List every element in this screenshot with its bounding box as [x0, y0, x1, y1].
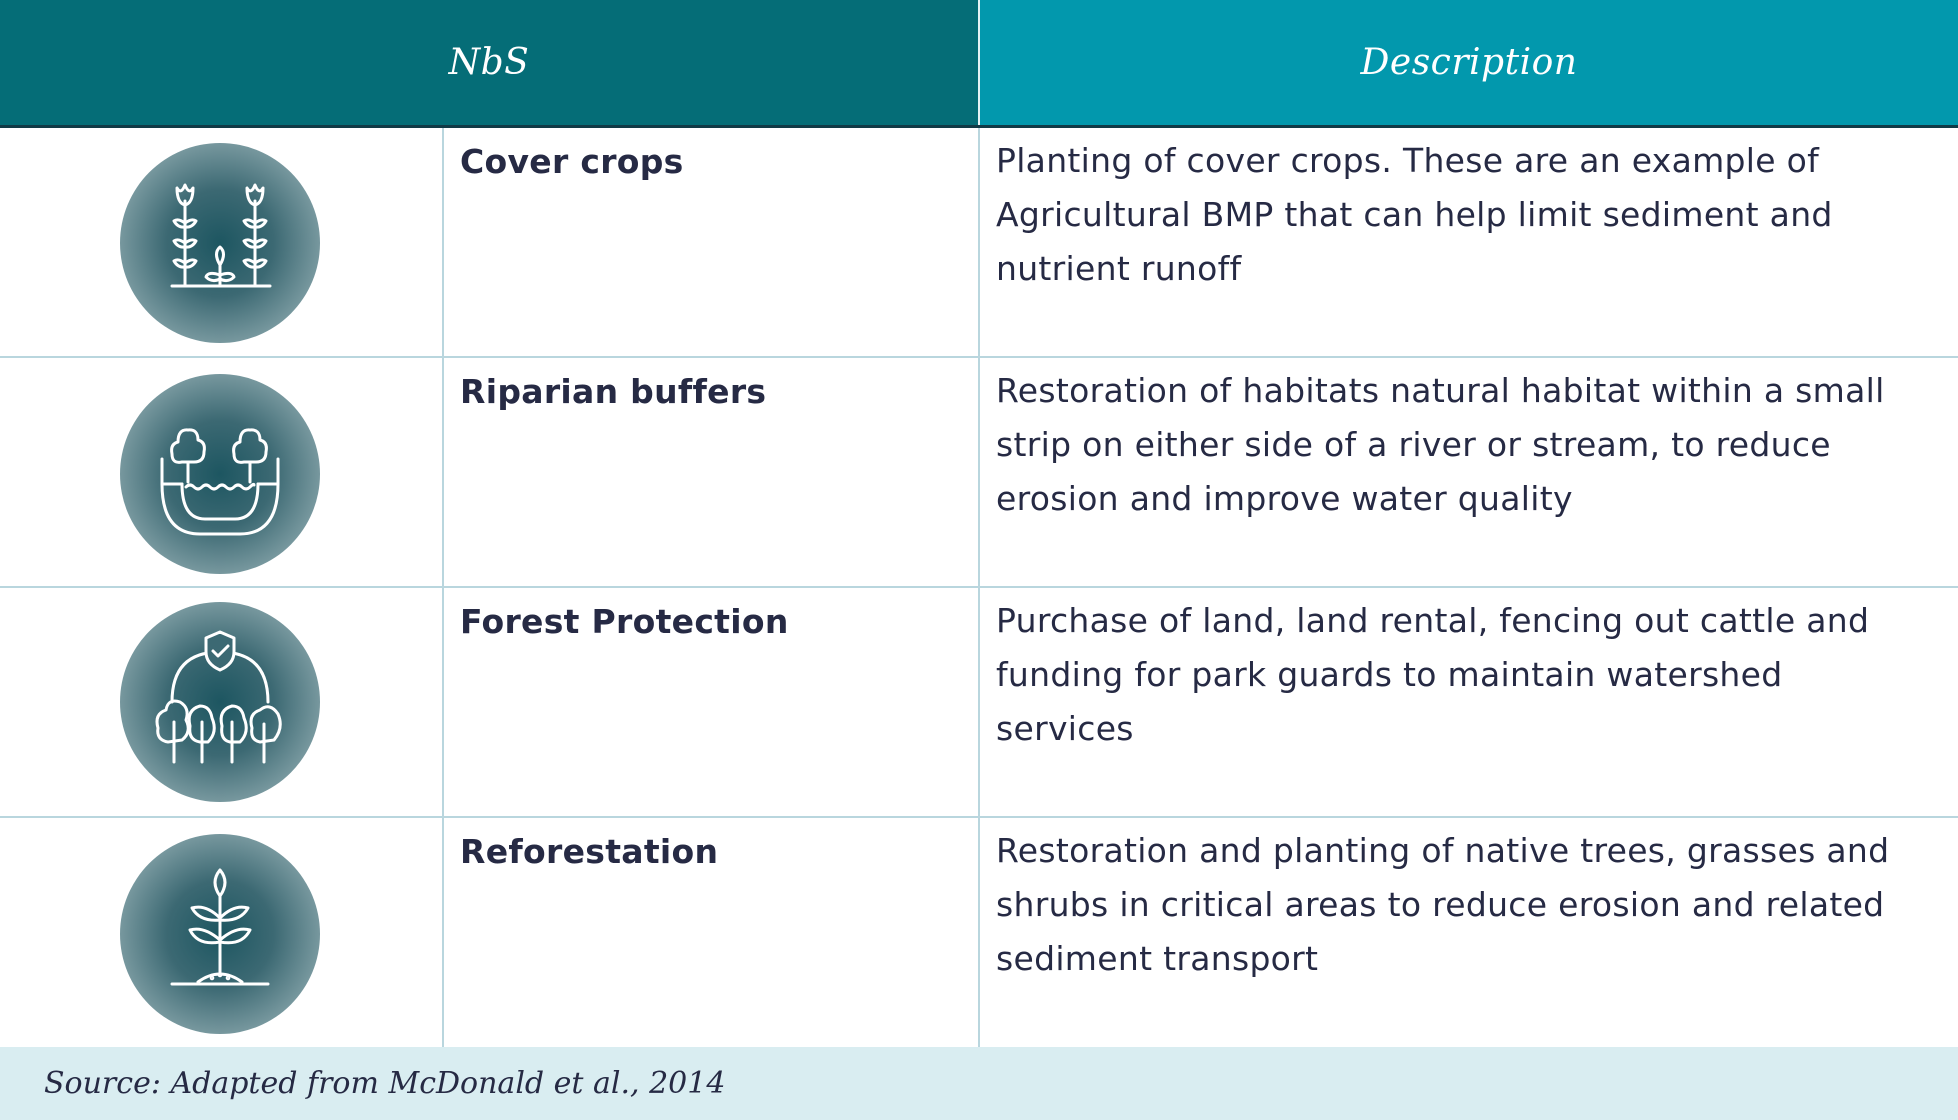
- cover-crops-icon: [120, 143, 320, 343]
- reforestation-icon: [120, 834, 320, 1034]
- nbs-name: Forest Protection: [460, 602, 789, 641]
- nbs-description: Restoration of habitats natural habitat within a small strip on either side of a river or stream, to reduce erosion and improve water quality: [996, 371, 1885, 518]
- table-row: [0, 818, 1958, 1048]
- table-row: [0, 128, 1958, 358]
- header-description: Description: [980, 0, 1958, 125]
- nbs-name: Cover crops: [460, 142, 684, 181]
- source-footer: [0, 1047, 1958, 1120]
- nbs-name: Reforestation: [460, 832, 719, 871]
- riparian-buffers-icon: [120, 374, 320, 574]
- nbs-description: Planting of cover crops. These are an example of Agricultural BMP that can help limit sediment and nutrient runoff: [996, 141, 1833, 288]
- header-nbs: NbS: [0, 0, 978, 125]
- table-row: [0, 358, 1958, 588]
- table-header: [0, 0, 1958, 128]
- table-row: [0, 588, 1958, 818]
- forest-protection-icon: [120, 602, 320, 802]
- nbs-description: Restoration and planting of native trees, grasses and shrubs in critical areas to reduce erosion and related sediment transport: [996, 831, 1890, 978]
- nbs-description: Purchase of land, land rental, fencing out cattle and funding for park guards to maintain watershed services: [996, 601, 1870, 748]
- source-note: Source: Adapted from McDonald et al., 2014: [44, 1066, 726, 1101]
- nbs-name: Riparian buffers: [460, 372, 767, 411]
